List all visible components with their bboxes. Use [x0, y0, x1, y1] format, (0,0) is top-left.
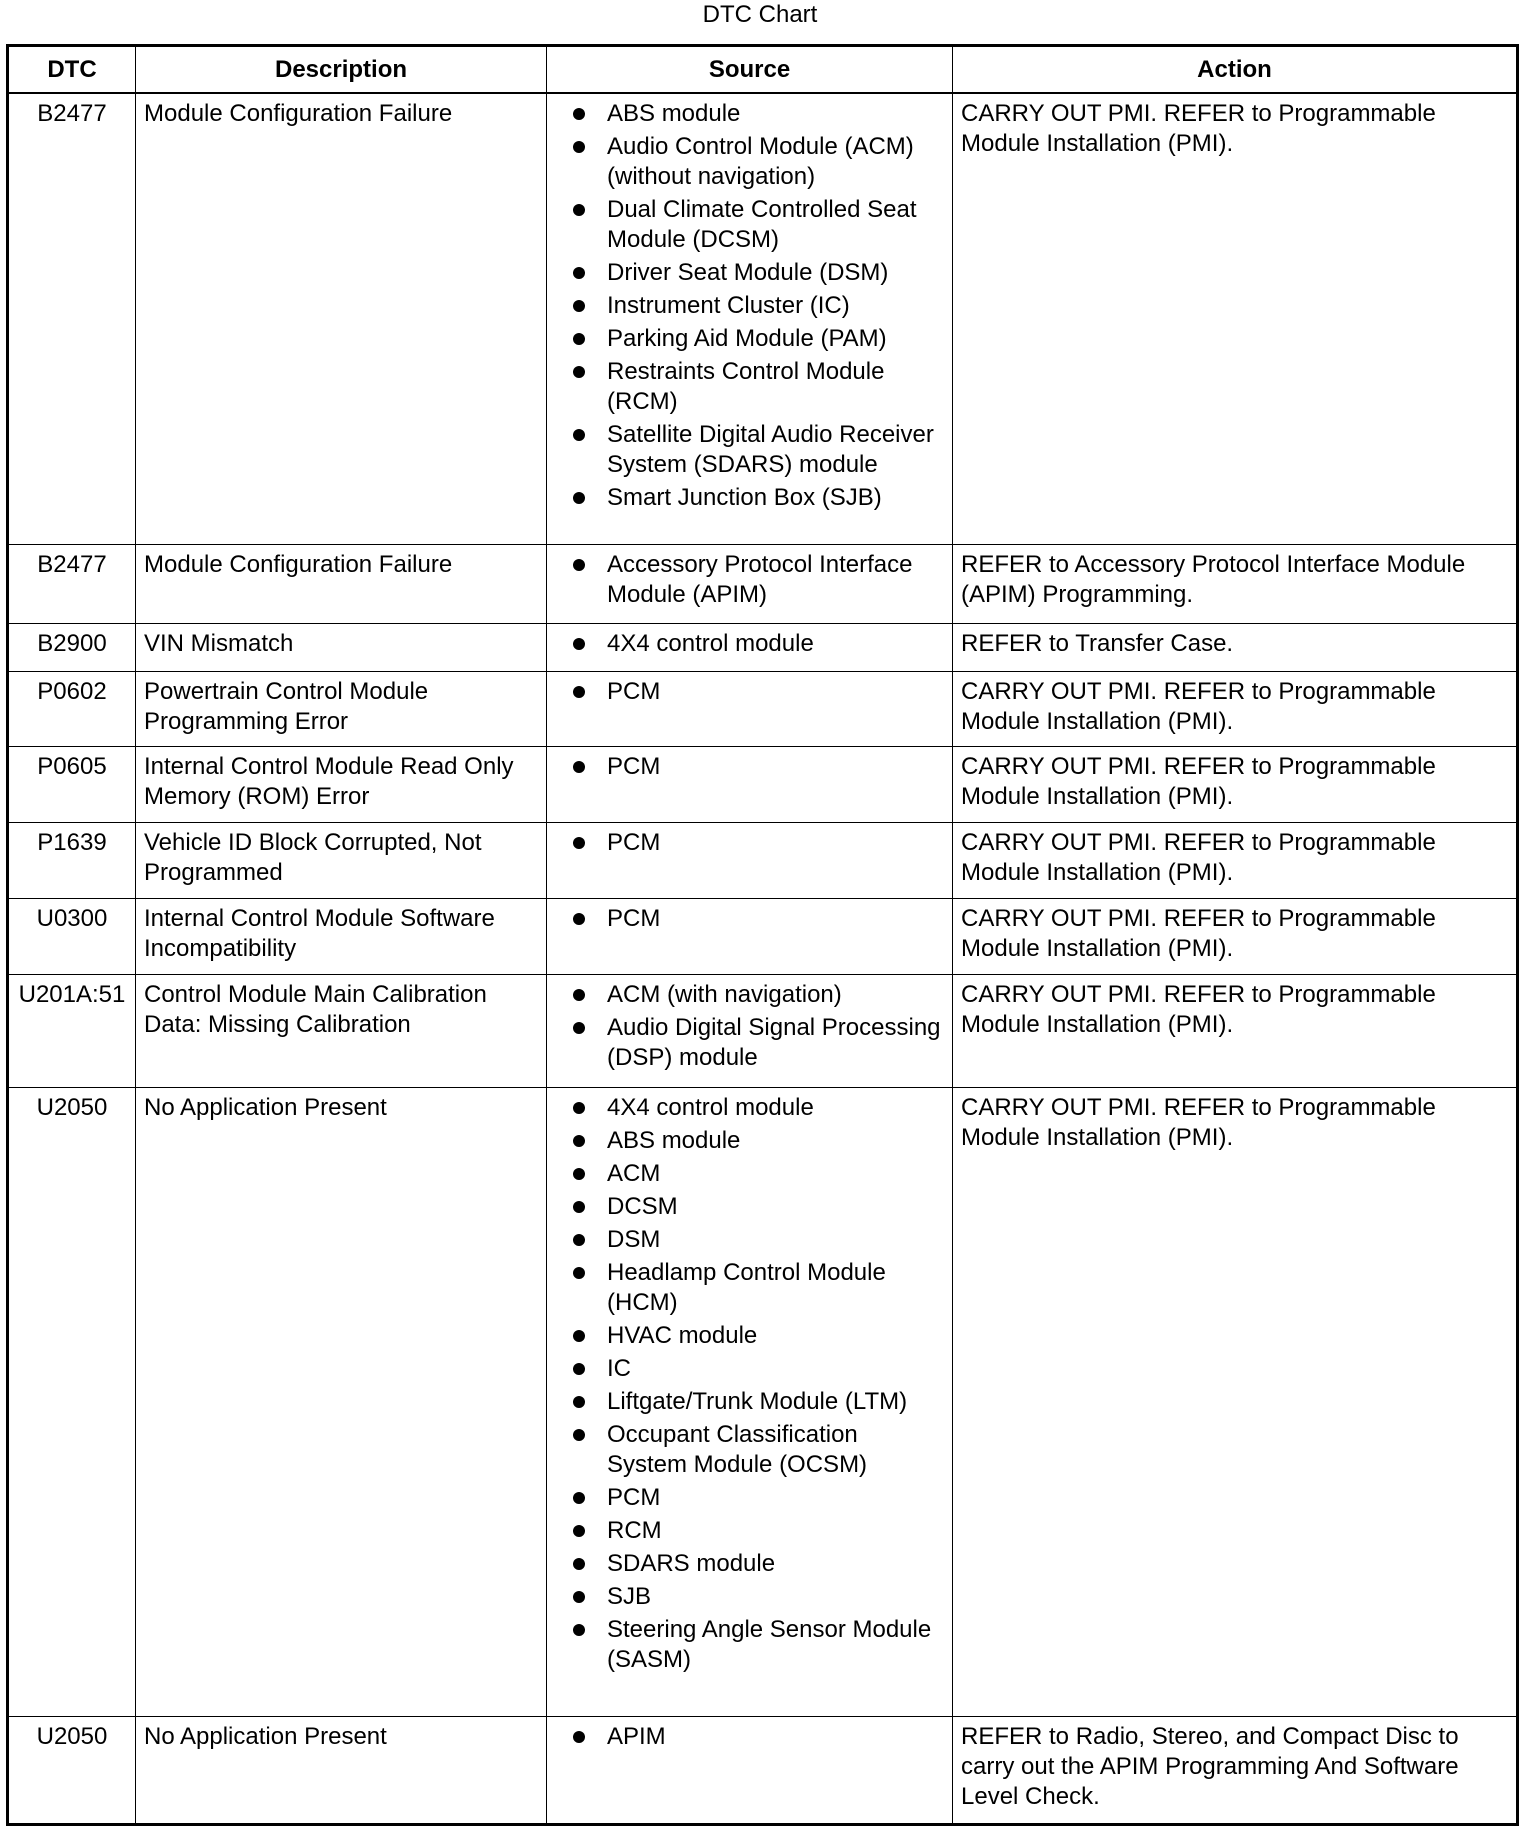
dtc-action: CARRY OUT PMI. REFER to Programmable Module Installation (PMI). — [953, 823, 1518, 899]
source-item: Parking Aid Module (PAM) — [607, 324, 944, 354]
dtc-description: VIN Mismatch — [136, 624, 547, 671]
chart-title: DTC Chart — [702, 1, 818, 28]
source-item: SDARS module — [607, 1549, 944, 1579]
table-row — [8, 624, 1518, 671]
source-item: Audio Control Module (ACM) (without navigation) — [607, 132, 944, 192]
dtc-code: P1639 — [8, 823, 136, 899]
source-list — [555, 629, 944, 659]
source-item: APIM — [607, 1722, 944, 1752]
dtc-code: P0602 — [8, 671, 136, 747]
dtc-description: Internal Control Module Software Incompatibility — [136, 898, 547, 974]
source-item: RCM — [607, 1516, 944, 1546]
table-row — [8, 898, 1518, 974]
header-action: Action — [953, 46, 1518, 94]
dtc-source-cell — [547, 1088, 953, 1716]
dtc-code: U201A:51 — [8, 974, 136, 1088]
source-item: ABS module — [607, 99, 944, 129]
source-list — [555, 828, 944, 858]
dtc-description: Module Configuration Failure — [136, 545, 547, 624]
dtc-action: CARRY OUT PMI. REFER to Programmable Module Installation (PMI). — [953, 974, 1518, 1088]
source-item: Satellite Digital Audio Receiver System (SDARS) module — [607, 420, 944, 480]
source-item: ACM — [607, 1159, 944, 1189]
source-list — [555, 904, 944, 934]
dtc-code: B2477 — [8, 545, 136, 624]
dtc-code: B2477 — [8, 93, 136, 545]
source-item: Accessory Protocol Interface Module (APIM) — [607, 550, 944, 610]
dtc-source-cell — [547, 898, 953, 974]
dtc-description: Internal Control Module Read Only Memory (ROM) Error — [136, 747, 547, 823]
source-item: 4X4 control module — [607, 629, 944, 659]
dtc-description: Module Configuration Failure — [136, 93, 547, 545]
dtc-table — [6, 44, 1519, 1826]
source-item: DSM — [607, 1225, 944, 1255]
header-row — [8, 46, 1518, 94]
dtc-source-cell — [547, 823, 953, 899]
dtc-description: Control Module Main Calibration Data: Missing Calibration — [136, 974, 547, 1088]
source-item: Liftgate/Trunk Module (LTM) — [607, 1387, 944, 1417]
dtc-source-cell — [547, 671, 953, 747]
table-row — [8, 1716, 1518, 1824]
dtc-action: CARRY OUT PMI. REFER to Programmable Module Installation (PMI). — [953, 898, 1518, 974]
source-item: PCM — [607, 904, 944, 934]
dtc-action: CARRY OUT PMI. REFER to Programmable Module Installation (PMI). — [953, 93, 1518, 545]
source-item: 4X4 control module — [607, 1093, 944, 1123]
source-item: Audio Digital Signal Processing (DSP) module — [607, 1013, 944, 1073]
source-item: Occupant Classification System Module (OCSM) — [607, 1420, 944, 1480]
dtc-source-cell — [547, 974, 953, 1088]
header-description: Description — [136, 46, 547, 94]
header-dtc: DTC — [8, 46, 136, 94]
dtc-code: P0605 — [8, 747, 136, 823]
dtc-action: REFER to Transfer Case. — [953, 624, 1518, 671]
dtc-source-cell — [547, 624, 953, 671]
source-item: HVAC module — [607, 1321, 944, 1351]
dtc-action: CARRY OUT PMI. REFER to Programmable Module Installation (PMI). — [953, 671, 1518, 747]
table-row — [8, 93, 1518, 545]
table-body — [8, 93, 1518, 1825]
dtc-description: No Application Present — [136, 1716, 547, 1824]
header-source: Source — [547, 46, 953, 94]
dtc-source-cell — [547, 747, 953, 823]
source-item: PCM — [607, 677, 944, 707]
source-item: PCM — [607, 828, 944, 858]
source-list — [555, 752, 944, 782]
dtc-source-cell — [547, 93, 953, 545]
source-item: SJB — [607, 1582, 944, 1612]
source-item: PCM — [607, 752, 944, 782]
source-item: DCSM — [607, 1192, 944, 1222]
table-row — [8, 974, 1518, 1088]
table-row — [8, 671, 1518, 747]
dtc-action: REFER to Accessory Protocol Interface Module (APIM) Programming. — [953, 545, 1518, 624]
dtc-action: REFER to Radio, Stereo, and Compact Disc to carry out the APIM Programming And Software Level Check. — [953, 1716, 1518, 1824]
dtc-code: B2900 — [8, 624, 136, 671]
source-item: Steering Angle Sensor Module (SASM) — [607, 1615, 944, 1675]
source-item: Restraints Control Module (RCM) — [607, 357, 944, 417]
source-item: ABS module — [607, 1126, 944, 1156]
dtc-description: Powertrain Control Module Programming Error — [136, 671, 547, 747]
source-list — [555, 980, 944, 1073]
dtc-source-cell — [547, 1716, 953, 1824]
table-row — [8, 545, 1518, 624]
source-list — [555, 99, 944, 513]
dtc-source-cell — [547, 545, 953, 624]
source-item: ACM (with navigation) — [607, 980, 944, 1010]
source-item: Dual Climate Controlled Seat Module (DCSM) — [607, 195, 944, 255]
table-row — [8, 823, 1518, 899]
dtc-code: U2050 — [8, 1088, 136, 1716]
source-item: Smart Junction Box (SJB) — [607, 483, 944, 513]
source-item: PCM — [607, 1483, 944, 1513]
dtc-code: U2050 — [8, 1716, 136, 1824]
source-list — [555, 1093, 944, 1675]
dtc-description: No Application Present — [136, 1088, 547, 1716]
source-list — [555, 550, 944, 610]
table-row — [8, 1088, 1518, 1716]
dtc-code: U0300 — [8, 898, 136, 974]
source-item: Driver Seat Module (DSM) — [607, 258, 944, 288]
source-list — [555, 1722, 944, 1752]
source-item: Instrument Cluster (IC) — [607, 291, 944, 321]
dtc-description: Vehicle ID Block Corrupted, Not Programmed — [136, 823, 547, 899]
source-item: Headlamp Control Module (HCM) — [607, 1258, 944, 1318]
dtc-action: CARRY OUT PMI. REFER to Programmable Module Installation (PMI). — [953, 747, 1518, 823]
source-item: IC — [607, 1354, 944, 1384]
table-row — [8, 747, 1518, 823]
source-list — [555, 677, 944, 707]
dtc-action: CARRY OUT PMI. REFER to Programmable Module Installation (PMI). — [953, 1088, 1518, 1716]
